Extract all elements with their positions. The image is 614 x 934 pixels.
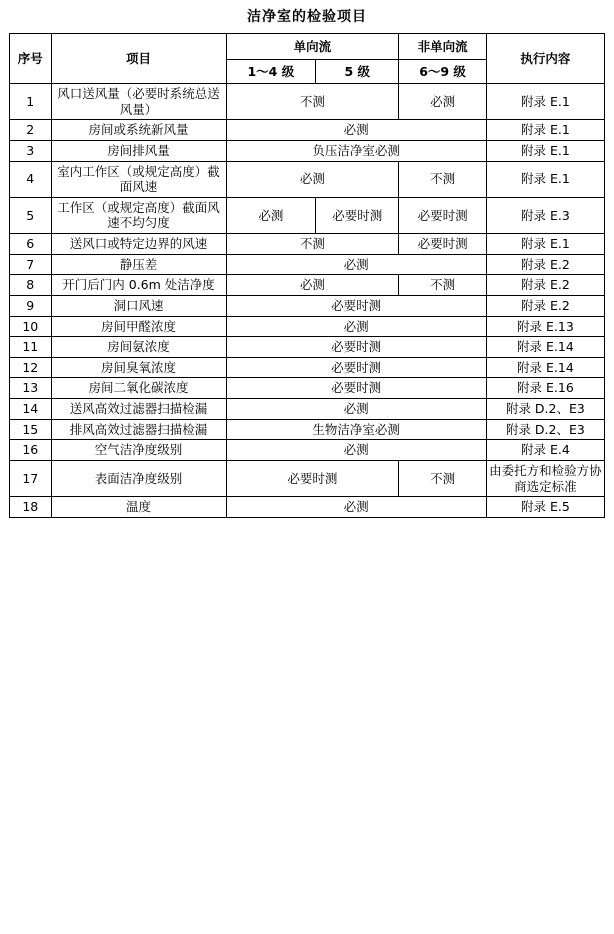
row-number: 15	[10, 419, 52, 440]
row-number: 14	[10, 399, 52, 420]
row-exec-reference: 附录 D.2、E3	[486, 399, 604, 420]
inspection-items-table	[9, 33, 605, 518]
row-requirement-cell: 必要时测	[226, 295, 486, 316]
table-row	[10, 497, 605, 518]
row-requirement-cell: 不测	[226, 234, 399, 255]
row-item-name: 洞口风速	[51, 295, 226, 316]
page-title: 洁净室的检验项目	[247, 9, 367, 25]
row-requirement-cell: 负压洁净室必测	[226, 140, 486, 161]
table-row	[10, 378, 605, 399]
row-requirement-cell: 必测	[226, 316, 486, 337]
row-exec-reference: 附录 E.16	[486, 378, 604, 399]
row-number: 6	[10, 234, 52, 255]
row-item-name: 风口送风量（必要时系统总送风量）	[51, 84, 226, 120]
row-number: 17	[10, 460, 52, 496]
header-grade-5: 5 级	[316, 60, 399, 84]
row-exec-reference: 附录 E.1	[486, 140, 604, 161]
row-exec-reference: 附录 D.2、E3	[486, 419, 604, 440]
row-exec-reference: 附录 E.1	[486, 84, 604, 120]
table-row	[10, 295, 605, 316]
header-non-unidirectional: 非单向流	[399, 34, 486, 60]
table-head	[10, 34, 605, 84]
header-grade-1-4: 1～4 级	[226, 60, 316, 84]
table-row	[10, 399, 605, 420]
header-no: 序号	[10, 34, 52, 84]
row-number: 1	[10, 84, 52, 120]
row-item-name: 静压差	[51, 254, 226, 275]
row-item-name: 送风高效过滤器扫描检漏	[51, 399, 226, 420]
row-exec-reference: 附录 E.14	[486, 357, 604, 378]
row-requirement-cell: 不测	[399, 275, 486, 296]
row-exec-reference: 附录 E.2	[486, 295, 604, 316]
row-number: 12	[10, 357, 52, 378]
header-unidirectional: 单向流	[226, 34, 399, 60]
row-requirement-cell: 必测	[226, 440, 486, 461]
table-row	[10, 197, 605, 233]
row-requirement-cell: 必要时测	[226, 337, 486, 358]
row-item-name: 表面洁净度级别	[51, 460, 226, 496]
header-grade-6-9: 6～9 级	[399, 60, 486, 84]
row-requirement-cell: 必要时测	[226, 357, 486, 378]
row-number: 13	[10, 378, 52, 399]
row-requirement-cell: 必测	[226, 399, 486, 420]
row-exec-reference: 附录 E.14	[486, 337, 604, 358]
row-requirement-cell: 必测	[226, 497, 486, 518]
table-row	[10, 161, 605, 197]
row-number: 11	[10, 337, 52, 358]
row-number: 7	[10, 254, 52, 275]
table-row	[10, 234, 605, 255]
row-requirement-cell: 必测	[226, 120, 486, 141]
row-number: 9	[10, 295, 52, 316]
row-exec-reference: 附录 E.13	[486, 316, 604, 337]
table-row	[10, 120, 605, 141]
row-item-name: 房间甲醛浓度	[51, 316, 226, 337]
table-row	[10, 84, 605, 120]
row-number: 5	[10, 197, 52, 233]
row-item-name: 温度	[51, 497, 226, 518]
row-item-name: 房间或系统新风量	[51, 120, 226, 141]
table-row	[10, 316, 605, 337]
row-requirement-cell: 必测	[226, 275, 399, 296]
row-requirement-cell: 不测	[399, 460, 486, 496]
row-number: 2	[10, 120, 52, 141]
table-row	[10, 337, 605, 358]
row-exec-reference: 附录 E.2	[486, 275, 604, 296]
row-requirement-cell: 必测	[226, 161, 399, 197]
row-item-name: 空气洁净度级别	[51, 440, 226, 461]
row-exec-reference: 附录 E.1	[486, 120, 604, 141]
row-exec-reference: 由委托方和检验方协商选定标准	[486, 460, 604, 496]
row-item-name: 房间排风量	[51, 140, 226, 161]
table-row	[10, 440, 605, 461]
row-requirement-cell: 生物洁净室必测	[226, 419, 486, 440]
header-exec: 执行内容	[486, 34, 604, 84]
row-item-name: 房间氨浓度	[51, 337, 226, 358]
row-exec-reference: 附录 E.5	[486, 497, 604, 518]
row-exec-reference: 附录 E.1	[486, 234, 604, 255]
row-item-name: 开门后门内 0.6m 处洁净度	[51, 275, 226, 296]
row-item-name: 房间臭氧浓度	[51, 357, 226, 378]
table-body	[10, 84, 605, 518]
row-requirement-cell: 必要时测	[399, 234, 486, 255]
row-requirement-cell: 不测	[399, 161, 486, 197]
row-item-name: 房间二氧化碳浓度	[51, 378, 226, 399]
row-exec-reference: 附录 E.4	[486, 440, 604, 461]
table-row	[10, 357, 605, 378]
row-number: 10	[10, 316, 52, 337]
table-row	[10, 419, 605, 440]
row-number: 18	[10, 497, 52, 518]
row-exec-reference: 附录 E.3	[486, 197, 604, 233]
row-number: 16	[10, 440, 52, 461]
row-requirement-cell: 必测	[399, 84, 486, 120]
header-item: 项目	[51, 34, 226, 84]
row-item-name: 排风高效过滤器扫描检漏	[51, 419, 226, 440]
row-exec-reference: 附录 E.2	[486, 254, 604, 275]
row-requirement-cell: 必要时测	[226, 460, 399, 496]
table-row	[10, 275, 605, 296]
row-item-name: 室内工作区（或规定高度）截面风速	[51, 161, 226, 197]
row-requirement-cell: 不测	[226, 84, 399, 120]
table-header-row-1	[10, 34, 605, 60]
row-number: 8	[10, 275, 52, 296]
row-exec-reference: 附录 E.1	[486, 161, 604, 197]
table-row	[10, 254, 605, 275]
table-row	[10, 460, 605, 496]
row-requirement-cell: 必测	[226, 197, 316, 233]
row-requirement-cell: 必要时测	[316, 197, 399, 233]
row-number: 4	[10, 161, 52, 197]
row-item-name: 送风口或特定边界的风速	[51, 234, 226, 255]
row-requirement-cell: 必要时测	[399, 197, 486, 233]
row-requirement-cell: 必测	[226, 254, 486, 275]
row-item-name: 工作区（或规定高度）截面风速不均匀度	[51, 197, 226, 233]
table-row	[10, 140, 605, 161]
row-requirement-cell: 必要时测	[226, 378, 486, 399]
row-number: 3	[10, 140, 52, 161]
